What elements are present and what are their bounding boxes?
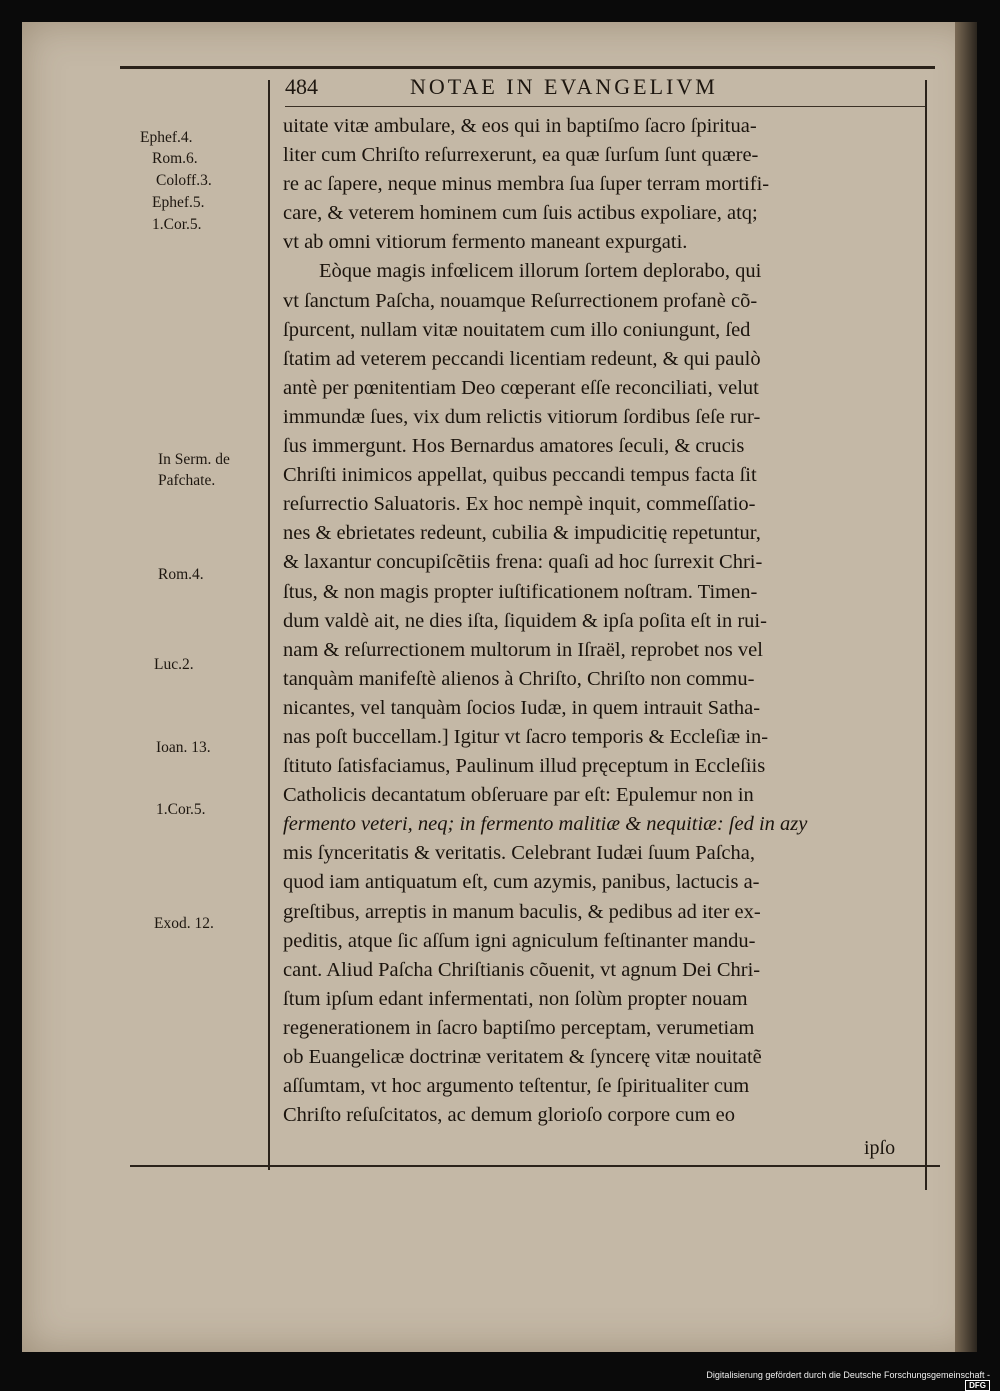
text-line: reſurrectio Saluatoris. Ex hoc nempè inquit, commeſſatio- — [283, 493, 756, 516]
margin-note: Ioan. 13. — [156, 739, 211, 756]
text-line: vt ſanctum Paſcha, nouamque Reſurrectionem profanè cõ- — [283, 289, 758, 312]
margin-notes — [130, 0, 270, 1385]
text-line: ſtum ipſum edant infermentati, non ſolùm propter nouam — [283, 987, 748, 1010]
text-line: liter cum Chriſto reſurrexerunt, ea quæ ſurſum ſunt quære- — [283, 144, 759, 167]
text-line: immundæ ſues, vix dum relictis vitiorum ſordibus ſeſe rur- — [283, 405, 761, 428]
text-line: ob Euangelicæ doctrinæ veritatem & ſyncerę vitæ nouitatẽ — [283, 1046, 762, 1068]
text-line: nas poſt buccellam.] Igitur vt ſacro temporis & Eccleſiæ in- — [283, 725, 769, 748]
text-line: Eòque magis infœlicem illorum ſortem deplorabo, qui — [319, 260, 762, 283]
header-underline — [285, 106, 925, 107]
margin-note: Ephef.5. — [152, 194, 205, 211]
margin-note: Rom.4. — [158, 566, 204, 583]
text-line: vt ab omni vitiorum fermento maneant expurgati. — [283, 231, 688, 254]
margin-note: Ephef.4. — [140, 129, 193, 146]
text-line: tanquàm manifeſtè alienos à Chriſto, Chriſto non commu- — [283, 667, 755, 690]
margin-note: Exod. 12. — [154, 915, 214, 932]
text-line: Catholicis decantatum obſeruare par eſt: Epulemur non in — [283, 784, 754, 807]
page-number: 484 — [285, 74, 318, 99]
credit-text: Digitalisierung gefördert durch die Deutsche Forschungsgemeinschaft - — [706, 1370, 990, 1380]
text-line: mis ſynceritatis & veritatis. Celebrant Iudæi ſuum Paſcha, — [283, 842, 755, 865]
text-line: Chriſto reſuſcitatos, ac demum glorioſo corpore cum eo — [283, 1104, 736, 1127]
text-line: ſpurcent, nullam vitæ nouitatem cum illo coniungunt, ſed — [283, 318, 751, 341]
text-line: ſtus, & non magis propter iuſtificationem noſtram. Timen- — [283, 580, 758, 603]
text-line: nicantes, vel tanquàm ſocios Iudæ, in quem intrauit Satha- — [283, 696, 761, 719]
margin-note: 1.Cor.5. — [156, 801, 206, 818]
text-line: nes & ebrietates redeunt, cubilia & impudicitię repetuntur, — [283, 522, 761, 545]
text-line: ſtatim ad veterem peccandi licentiam redeunt, & qui paulò — [283, 347, 761, 370]
text-line: quod iam antiquatum eſt, cum azymis, panibus, lactucis a- — [283, 871, 760, 894]
margin-note: 1.Cor.5. — [152, 216, 202, 233]
page-header — [285, 74, 925, 104]
text-line: dum valdè ait, ne dies iſta, ſiquidem & ipſa poſita eſt in rui- — [283, 609, 767, 632]
text-line: aſſumtam, vt hoc argumento teſtentur, ſe ſpiritualiter cum — [283, 1075, 750, 1098]
margin-note: Coloff.3. — [156, 172, 212, 189]
page-edge — [955, 22, 977, 1352]
text-line: uitate vitæ ambulare, & eos qui in baptiſmo ſacro ſpiritua- — [283, 115, 757, 137]
running-head: NOTAE IN EVANGELIVM — [410, 74, 718, 99]
text-line: ſus immergunt. Hos Bernardus amatores ſeculi, & crucis — [283, 435, 745, 458]
text-line: regenerationem in ſacro baptiſmo perceptam, verumetiam — [283, 1016, 755, 1039]
text-line: peditis, atque ſic aſſum igni agniculum feſtinanter mandu- — [283, 929, 756, 952]
margin-note: Rom.6. — [152, 150, 198, 167]
dfg-logo: DFG — [965, 1380, 990, 1391]
margin-note: In Serm. de — [158, 451, 230, 468]
right-column-rule — [925, 80, 927, 1190]
text-line: cant. Aliud Paſcha Chriſtianis cõuenit, vt agnum Dei Chri- — [283, 958, 761, 981]
body-text — [283, 112, 923, 1130]
text-line-italic: fermento veteri, neq; in fermento malitiæ & nequitiæ: ſed in azy — [283, 813, 808, 836]
text-line: & laxantur concupiſcẽtiis frena: quaſi ad hoc ſurrexit Chri- — [283, 551, 763, 574]
digitization-credit — [690, 1370, 990, 1391]
text-line: greſtibus, arreptis in manum baculis, & pedibus ad iter ex- — [283, 900, 761, 923]
text-line: nam & reſurrectionem multorum in Iſraël, reprobet nos vel — [283, 638, 763, 661]
text-line: antè per pœnitentiam Deo cœperant eſſe reconciliati, velut — [283, 376, 759, 399]
text-line: ſtituto ſatisfaciamus, Paulinum illud pręceptum in Eccleſiis — [283, 755, 766, 778]
text-line: Chriſti inimicos appellat, quibus peccandi tempus facta ſit — [283, 464, 757, 487]
catchword: ipſo — [864, 1137, 896, 1159]
margin-note: Luc.2. — [154, 656, 194, 673]
margin-note: Pafchate. — [158, 472, 216, 489]
text-line: re ac ſapere, neque minus membra ſua ſuper terram mortifi- — [283, 173, 770, 196]
text-line: care, & veterem hominem cum ſuis actibus expoliare, atq; — [283, 202, 758, 225]
